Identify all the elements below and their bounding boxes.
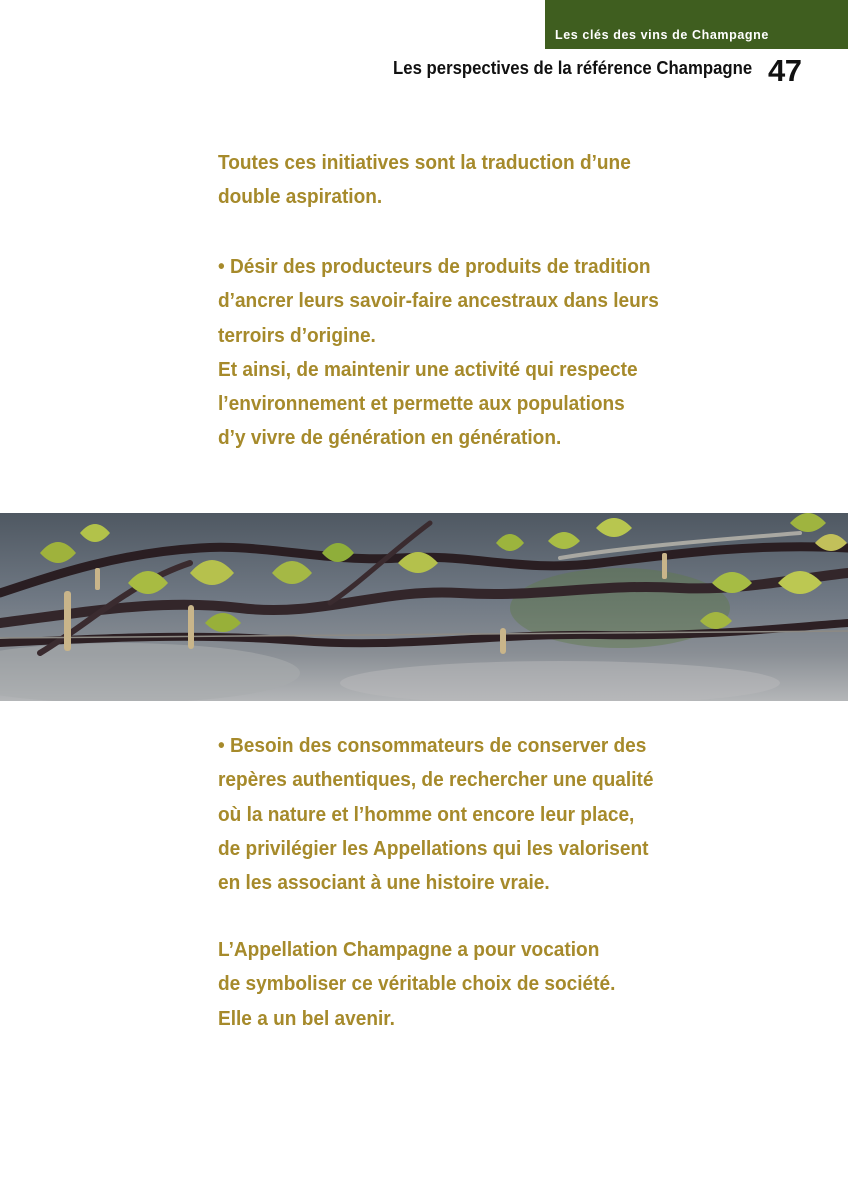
consumers-paragraph: [218, 729, 818, 900]
vine-tie: [188, 605, 194, 649]
text-line: de symboliser ce véritable choix de société.: [218, 972, 616, 996]
vine-tie: [500, 628, 506, 654]
text-line: Toutes ces initiatives sont la traduction d’une: [218, 151, 631, 174]
text-line: où la nature et l’homme ont encore leur place,: [218, 802, 635, 826]
vine-tie: [662, 553, 667, 579]
text-line: de privilégier les Appellations qui les valorisent: [218, 836, 649, 860]
section-title: Les perspectives de la référence Champagne: [392, 58, 752, 78]
intro-paragraph: [218, 146, 818, 215]
text-line: Elle a un bel avenir.: [218, 1006, 395, 1030]
text-line: terroirs d’origine.: [218, 323, 376, 347]
text-line: • Besoin des consommateurs de conserver des: [218, 734, 647, 757]
text-line: en les associant à une histoire vraie.: [218, 871, 550, 895]
text-line: Et ainsi, de maintenir une activité qui respecte: [218, 357, 638, 381]
vine-tie: [95, 568, 100, 590]
producers-paragraph: [218, 250, 818, 456]
vine-photo: [0, 513, 848, 701]
text-line: repères authentiques, de rechercher une qualité: [218, 768, 654, 792]
header-tab-label: Les clés des vins de Champagne: [555, 28, 769, 42]
header-tab: [545, 0, 848, 49]
vine-illustration: [0, 513, 848, 701]
text-line: d’y vivre de génération en génération.: [218, 426, 562, 450]
text-line: double aspiration.: [218, 185, 383, 209]
text-line: d’ancrer leurs savoir-faire ancestraux dans leurs: [218, 289, 659, 313]
text-line: • Désir des producteurs de produits de tradition: [218, 255, 651, 278]
text-line: l’environnement et permette aux populations: [218, 392, 625, 416]
conclusion-paragraph: [218, 933, 818, 1036]
page-number: 47: [768, 53, 802, 88]
text-line: L’Appellation Champagne a pour vocation: [218, 938, 600, 961]
vine-tie: [64, 591, 71, 651]
